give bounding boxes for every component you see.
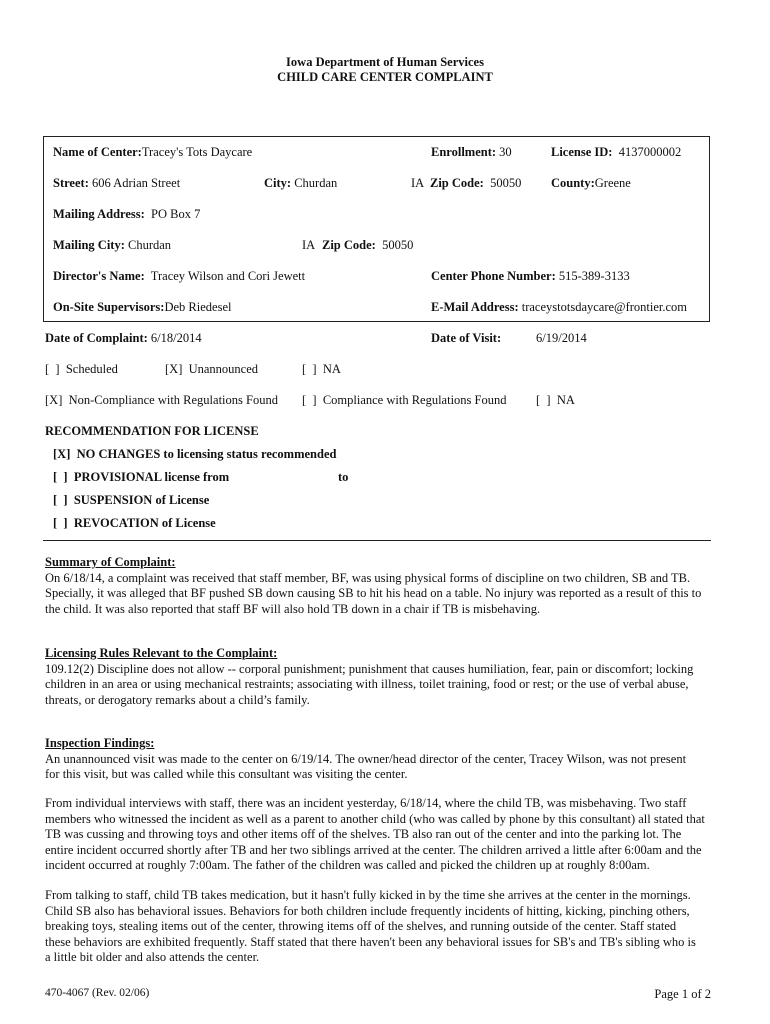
street-value: 606 Adrian Street [91, 176, 181, 190]
checkbox-revocation: [ ] REVOCATION of License [53, 516, 216, 530]
findings-line: for this visit, but was called while this consultant was visiting the center. [45, 767, 408, 782]
findings-line: breaking toys, stealing items out of the center, throwing items off of the shelves, and running outside of the center. Staff stated [45, 919, 677, 934]
mailing-city-field [53, 238, 171, 253]
mailing-city-label: Mailing City: [53, 238, 125, 252]
checkbox-provisional: [ ] PROVISIONAL license from [53, 470, 230, 484]
findings-line: a little bit older and also attends the center. [45, 950, 260, 965]
summary-line: Specially, it was alleged that BF pushed SB down causing SB to hit his head on a table. No injury was reported as a result of this to [45, 586, 702, 601]
street-label: Street: [53, 176, 89, 190]
summary-section [45, 555, 711, 617]
city-value: Churdan [294, 176, 338, 190]
rules-line: threats, or derogatory remarks about a child’s family. [45, 692, 310, 707]
provisional-to-label: to [338, 470, 349, 484]
checkbox-noncompliance: [X] Non-Compliance with Regulations Found [45, 393, 278, 407]
street-field [53, 176, 180, 191]
phone-label: Center Phone Number: [431, 269, 556, 283]
complaint-date-field [45, 331, 202, 346]
center-name-label: Name of Center: [53, 145, 142, 159]
form-number: 470-4067 (Rev. 02/06) [45, 987, 150, 999]
mailing-city-value: Churdan [128, 238, 172, 252]
zip-value: 50050 [490, 176, 522, 190]
findings-line: An unannounced visit was made to the center on 6/19/14. The owner/head director of the center, Tracey Wilson, was not present [45, 751, 687, 766]
checkbox-compliance-na: [ ] NA [536, 393, 575, 407]
findings-section [45, 736, 711, 783]
mailing-state-value: IA [302, 238, 316, 252]
center-name-value: Tracey's Tots Daycare [141, 145, 253, 159]
visit-date-label: Date of Visit: [431, 331, 502, 345]
form-title: CHILD CARE CENTER COMPLAINT [277, 70, 493, 84]
findings-line: these behaviors are exhibited frequently. Staff stated that there haven't been any behavioral issues for SB's and TB's sibling who is [45, 934, 696, 949]
rules-line: children in an area or using mechanical restraints; associating with illness, toilet training, food or rest; or the use of verbal abuse, [45, 677, 689, 692]
enrollment-label: Enrollment: [431, 145, 497, 159]
checkbox-no-changes: [X] NO CHANGES to licensing status recommended [53, 447, 337, 461]
findings-line: From individual interviews with staff, there was an incident yesterday, 6/18/14, where the child TB, was misbehaving. Two staff [45, 796, 687, 810]
findings-paragraph-3 [45, 888, 711, 966]
county-field [551, 176, 631, 191]
rules-line: 109.12(2) Discipline does not allow -- corporal punishment; punishment that causes humiliation, fear, pain or discomfort; locking [45, 661, 694, 676]
email-value: traceystotsdaycare@frontier.com [521, 300, 688, 314]
checkbox-suspension: [ ] SUSPENSION of License [53, 493, 210, 507]
agency-title: Iowa Department of Human Services [286, 55, 484, 69]
center-name-row [53, 145, 252, 160]
mailing-address-field [53, 207, 200, 222]
findings-line: Child SB also has behavioral issues. Behaviors for both children include frequently incidents of hitting, kicking, pinching others, [45, 903, 690, 918]
director-value: Tracey Wilson and Cori Jewett [150, 269, 306, 283]
city-field [264, 176, 337, 191]
center-info-box [43, 136, 710, 322]
findings-line: From talking to staff, child TB takes medication, but it hasn't fully kicked in by the time she arrives at the center in the mornings. [45, 888, 691, 902]
checkbox-unannounced: [X] Unannounced [165, 362, 259, 376]
zip-field [430, 176, 521, 191]
enrollment-field [431, 145, 512, 160]
county-value: Greene [594, 176, 631, 190]
findings-line: entire incident occurred shortly after TB and her two siblings arrived at the center. The children arrived a little after 6:00am and the [45, 842, 702, 857]
mailing-zip-field [322, 238, 413, 253]
findings-paragraph-2 [45, 796, 711, 874]
mailing-zip-value: 50050 [382, 238, 414, 252]
state-value: IA [411, 176, 425, 190]
city-label: City: [264, 176, 292, 190]
summary-line: the child. It was also reported that staff BF will also hold TB down in a chair if TB is misbehaving. [45, 601, 541, 616]
license-id-field [551, 145, 681, 160]
summary-line: On 6/18/14, a complaint was received that staff member, BF, was using physical forms of discipline on two children, SB and TB. [45, 570, 691, 585]
complaint-date-value: 6/18/2014 [150, 331, 202, 345]
checkbox-scheduled: [ ] Scheduled [45, 362, 118, 376]
checkbox-compliance: [ ] Compliance with Regulations Found [302, 393, 507, 407]
county-label: County: [551, 176, 595, 190]
section-divider [43, 540, 711, 541]
checkbox-visit-na: [ ] NA [302, 362, 341, 376]
recommendation-title: RECOMMENDATION FOR LICENSE [45, 424, 259, 438]
findings-line: TB was cussing and throwing toys and other items off of the shelves. TB also ran out of the center and into the parking lot. The [45, 827, 682, 842]
supervisors-label: On-Site Supervisors: [53, 300, 165, 314]
rules-section [45, 646, 711, 708]
enrollment-value: 30 [499, 145, 512, 159]
license-id-label: License ID: [551, 145, 613, 159]
supervisors-value: Deb Riedesel [164, 300, 232, 314]
phone-value: 515-389-3133 [558, 269, 630, 283]
supervisors-field [53, 300, 231, 315]
email-label: E-Mail Address: [431, 300, 519, 314]
zip-label: Zip Code: [430, 176, 484, 190]
findings-line: members who witnessed the incident as well as a parent to another child (who was called by phone by this consultant) all stated that [45, 811, 705, 826]
license-id-value: 4137000002 [618, 145, 682, 159]
director-label: Director's Name: [53, 269, 145, 283]
complaint-date-label: Date of Complaint: [45, 331, 148, 345]
rules-title: Licensing Rules Relevant to the Complaint: [45, 646, 278, 660]
findings-line: incident occurred at roughly 7:00am. The father of the children was called and picked the children up at roughly 8:00am. [45, 858, 650, 873]
phone-field [431, 269, 630, 284]
visit-date-value: 6/19/2014 [536, 331, 587, 345]
mailing-address-label: Mailing Address: [53, 207, 145, 221]
findings-title: Inspection Findings: [45, 736, 155, 750]
page-number: Page 1 of 2 [654, 987, 711, 1001]
director-field [53, 269, 305, 284]
email-field [431, 300, 687, 315]
mailing-address-value: PO Box 7 [151, 207, 201, 221]
summary-title: Summary of Complaint: [45, 555, 176, 569]
mailing-zip-label: Zip Code: [322, 238, 376, 252]
